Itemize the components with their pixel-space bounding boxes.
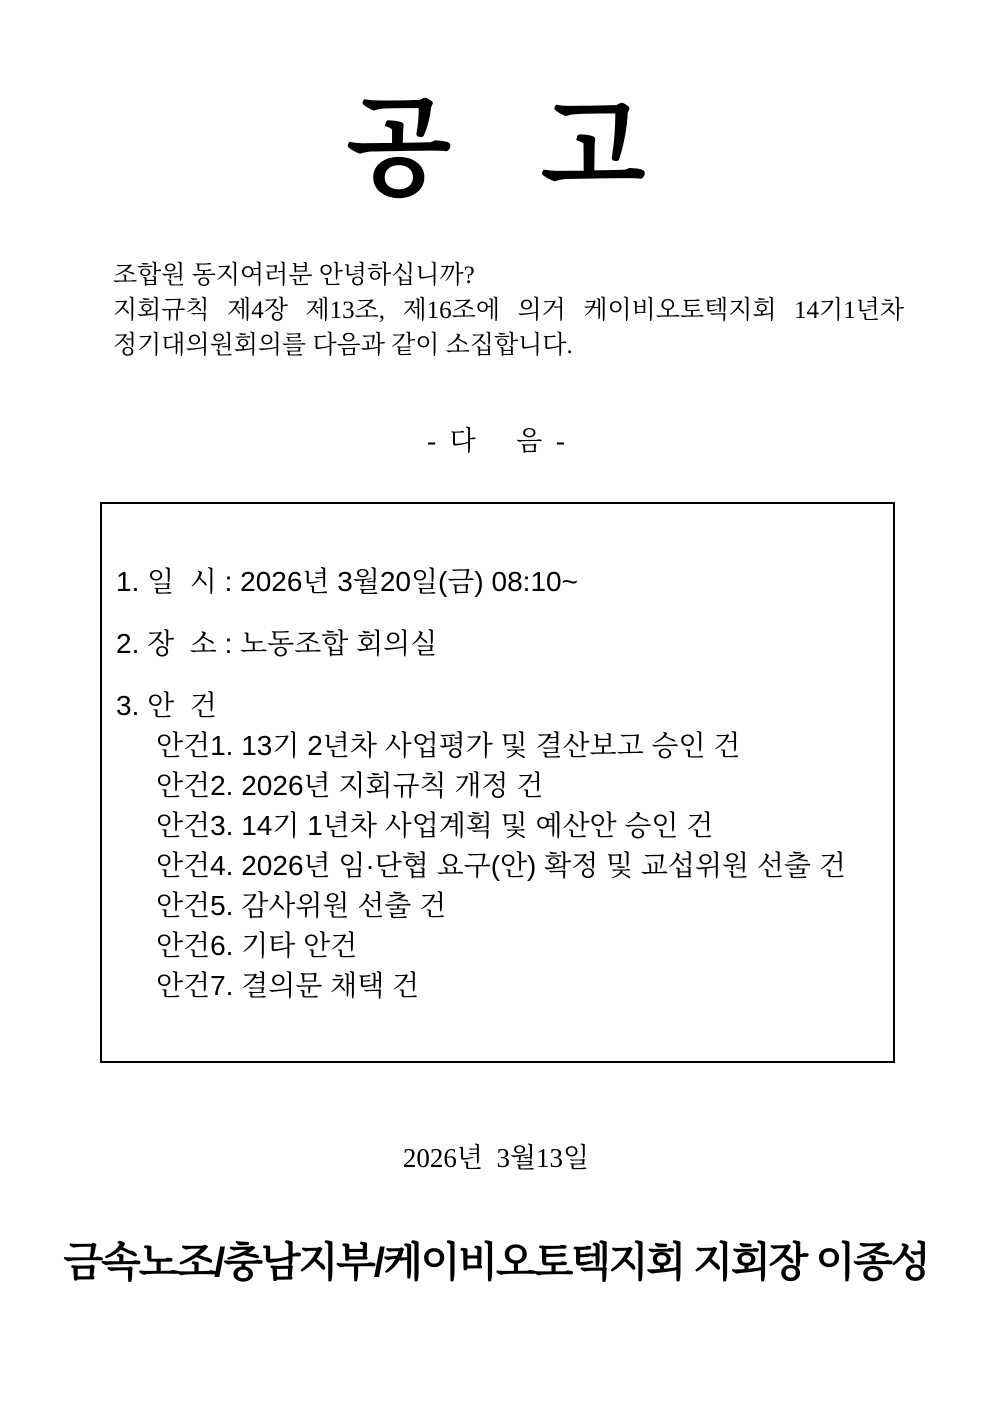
meeting-place: 2. 장 소 : 노동조합 회의실 (116, 628, 438, 659)
greeting-line-3: 정기대의원회의를 다음과 같이 소집합니다. (113, 332, 573, 359)
agenda-item-5: 안건5. 감사위원 선출 건 (156, 890, 447, 921)
greeting-paragraph (113, 258, 904, 363)
notice-box (100, 502, 895, 1063)
daum-divider: - 다 음 - (427, 426, 565, 456)
agenda-item-6: 안건6. 기타 안건 (156, 930, 358, 961)
agenda-heading: 3. 안 건 (116, 690, 217, 721)
agenda-item-4: 안건4. 2026년 임·단협 요구(안) 확정 및 교섭위원 선출 건 (156, 850, 846, 881)
agenda-item-7: 안건7. 결의문 채택 건 (156, 970, 420, 1001)
meeting-datetime: 1. 일 시 : 2026년 3월20일(금) 08:10~ (116, 566, 578, 597)
signature-line: 금속노조/충남지부/케이비오토텍지회 지회장 이종성 (63, 1239, 929, 1285)
greeting-line-1: 조합원 동지여러분 안녕하십니까? (113, 262, 475, 289)
greeting-line-2: 지회규칙 제4장 제13조, 제16조에 의거 케이비오토텍지회 14기1년차 (113, 297, 904, 324)
agenda-item-2: 안건2. 2026년 지회규칙 개정 건 (156, 770, 544, 801)
agenda-item-3: 안건3. 14기 1년차 사업계획 및 예산안 승인 건 (156, 810, 714, 841)
issue-date: 2026년 3월13일 (402, 1143, 590, 1173)
agenda-item-1: 안건1. 13기 2년차 사업평가 및 결산보고 승인 건 (156, 730, 741, 761)
page-title: 공 고 (346, 87, 646, 208)
